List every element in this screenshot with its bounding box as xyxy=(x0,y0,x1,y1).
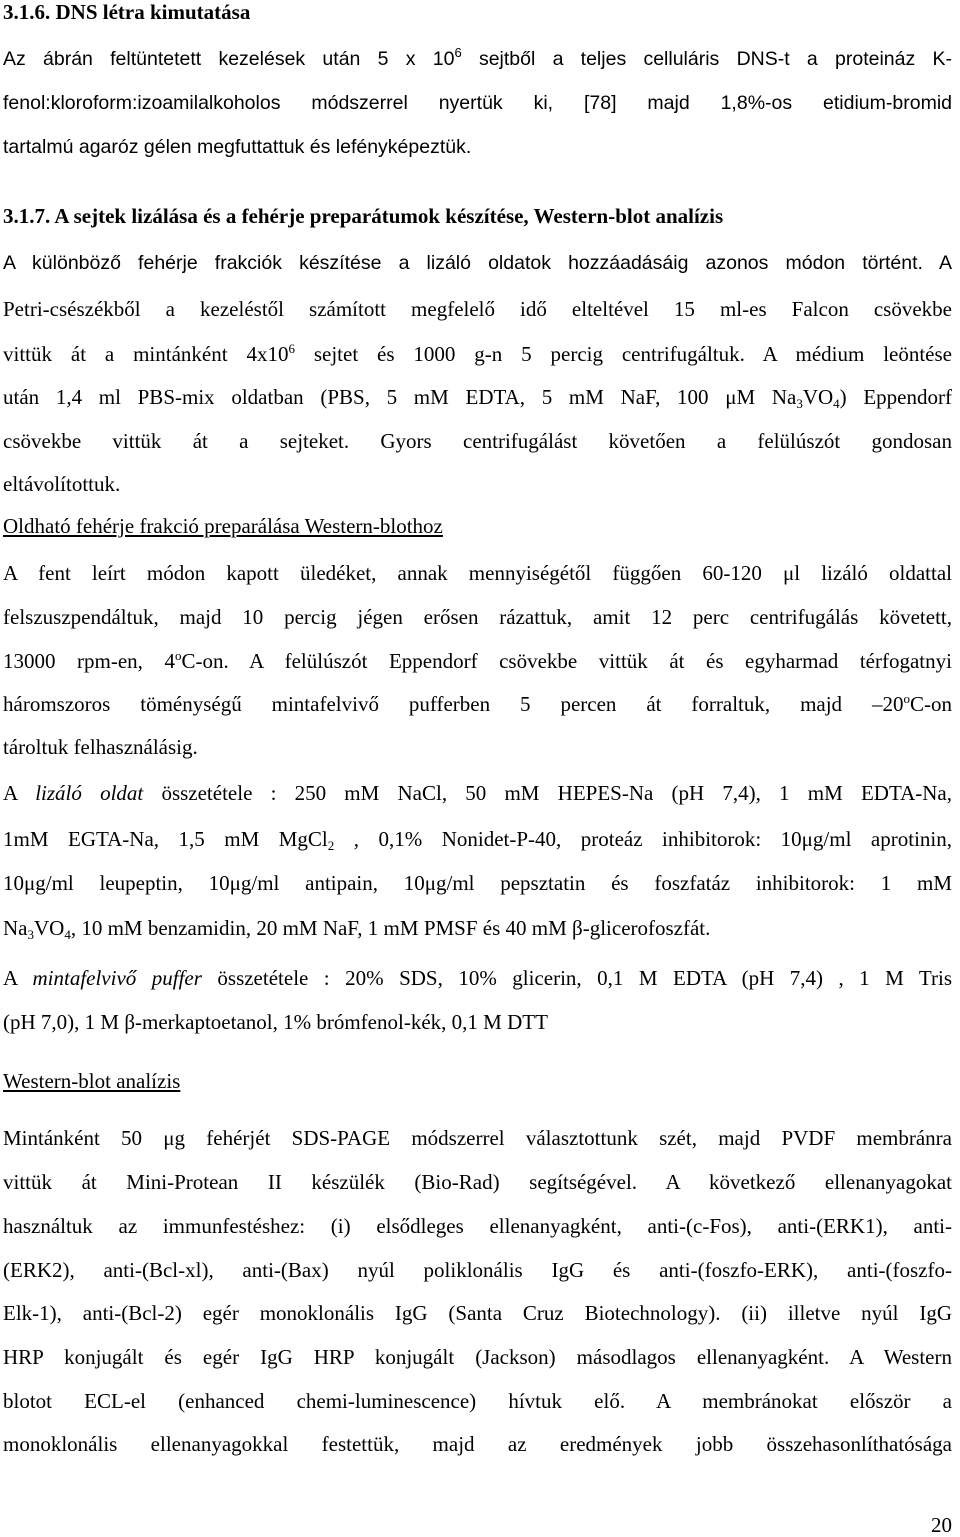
paragraph-line: (pH 7,0), 1 M β-merkaptoetanol, 1% brómfenol-kék, 0,1 M DTT xyxy=(3,1010,548,1034)
paragraph-line: A fent leírt módon kapott üledéket, annak mennyiségétől függően 60-120 μl lizáló oldattal xyxy=(3,561,952,585)
paragraph-line: 10μg/ml leupeptin, 10μg/ml antipain, 10μg/ml pepsztatin és foszfatáz inhibitorok: 1 mM xyxy=(3,871,952,895)
heading-cell-lysis: 3.1.7. A sejtek lizálása és a fehérje preparátumok készítése, Western-blot analízis xyxy=(3,204,724,228)
subheading-soluble-fraction: Oldható fehérje frakció preparálása Western-blothoz xyxy=(3,514,443,538)
paragraph-line: A mintafelvivő puffer összetétele : 20% SDS, 10% glicerin, 0,1 M EDTA (pH 7,4) , 1 M Tris xyxy=(3,966,952,990)
paragraph-line: fenol:kloroform:izoamilalkoholos módszerrel nyertük ki, [78] majd 1,8%-os etidium-bromid xyxy=(3,92,952,114)
paragraph-line: vittük át Mini-Protean II készülék (Bio-Rad) segítségével. A következő ellenanyagokat xyxy=(3,1170,952,1194)
paragraph-line: tároltuk felhasználásig. xyxy=(3,735,198,759)
paragraph-line: Az ábrán feltüntetett kezelések után 5 x $10^6$ sejtből a teljes celluláris DNS-t a proteináz K- xyxy=(3,47,952,70)
paragraph-line: tartalmú agaróz gélen megfuttattuk és lefényképeztük. xyxy=(3,136,472,158)
paragraph-line: $Na_3VO_4$, 10 mM benzamidin, 20 mM NaF, 1 mM PMSF és 40 mM β-glicerofoszfát. xyxy=(3,916,711,940)
heading-dns-ladder: 3.1.6. DNS létra kimutatása xyxy=(3,0,251,24)
paragraph-line: 13000 rpm-en, 4$^o$C-on. A felülúszót Eppendorf csövekbe vittük át és egyharmad térfogatnyi xyxy=(3,649,952,673)
paragraph-line: háromszoros töménységű mintafelvivő pufferben 5 percen át forraltuk, majd –20$^o$C-on xyxy=(3,692,952,716)
paragraph-line: Elk-1), anti-(Bcl-2) egér monoklonális IgG (Santa Cruz Biotechnology). (ii) illetve nyúl IgG xyxy=(3,1301,952,1325)
paragraph-line: Petri-csészékből a kezeléstől számított megfelelő idő elteltével 15 ml-es Falcon csövekbe xyxy=(3,297,952,321)
paragraph-line: csövekbe vittük át a sejteket. Gyors centrifugálást követően a felülúszót gondosan xyxy=(3,429,952,453)
paragraph-line: monoklonális ellenanyagokkal festettük, majd az eredmények jobb összehasonlíthatósága xyxy=(3,1432,952,1456)
paragraph-line: HRP konjugált és egér IgG HRP konjugált (Jackson) másodlagos ellenanyagként. A Western xyxy=(3,1345,952,1369)
paragraph-line: vittük át a mintánként $4x10^6$ sejtet és 1000 g-n 5 percig centrifugáltuk. A médium leöntése xyxy=(3,342,952,366)
page-number: 20 xyxy=(931,1513,952,1537)
paragraph-line: A különböző fehérje frakciók készítése a lizáló oldatok hozzáadásáig azonos módon történt. A xyxy=(3,252,952,274)
paragraph-line: használtuk az immunfestéshez: (i) elsődleges ellenanyagként, anti-(c-Fos), anti-(ERK1), anti- xyxy=(3,1214,952,1238)
subheading-western-blot: Western-blot analízis xyxy=(3,1069,181,1093)
paragraph-line: 1mM EGTA-Na, 1,5 mM MgCl$_2$ , 0,1% Nonidet-P-40, proteáz inhibitorok: 10μg/ml aprotinin, xyxy=(3,827,952,851)
paragraph-line: (ERK2), anti-(Bcl-xl), anti-(Bax) nyúl poliklonális IgG és anti-(foszfo-ERK), anti-(foszfo- xyxy=(3,1258,952,1282)
paragraph-line: blotot ECL-el (enhanced chemi-luminescence) hívtuk elő. A membránokat először a xyxy=(3,1389,952,1413)
paragraph-line: felszuszpendáltuk, majd 10 percig jégen erősen rázattuk, amit 12 perc centrifugálás követett, xyxy=(3,605,952,629)
paragraph-line: eltávolítottuk. xyxy=(3,472,121,496)
paragraph-line: A lizáló oldat összetétele : 250 mM NaCl, 50 mM HEPES-Na (pH 7,4), 1 mM EDTA-Na, xyxy=(3,781,952,805)
paragraph-line: után 1,4 ml PBS-mix oldatban (PBS, 5 mM EDTA, 5 mM NaF, 100 μM $Na_3VO_4$) Eppendorf xyxy=(3,385,952,409)
paragraph-line: Mintánként 50 μg fehérjét SDS-PAGE módszerrel választottunk szét, majd PVDF membránra xyxy=(3,1126,952,1150)
